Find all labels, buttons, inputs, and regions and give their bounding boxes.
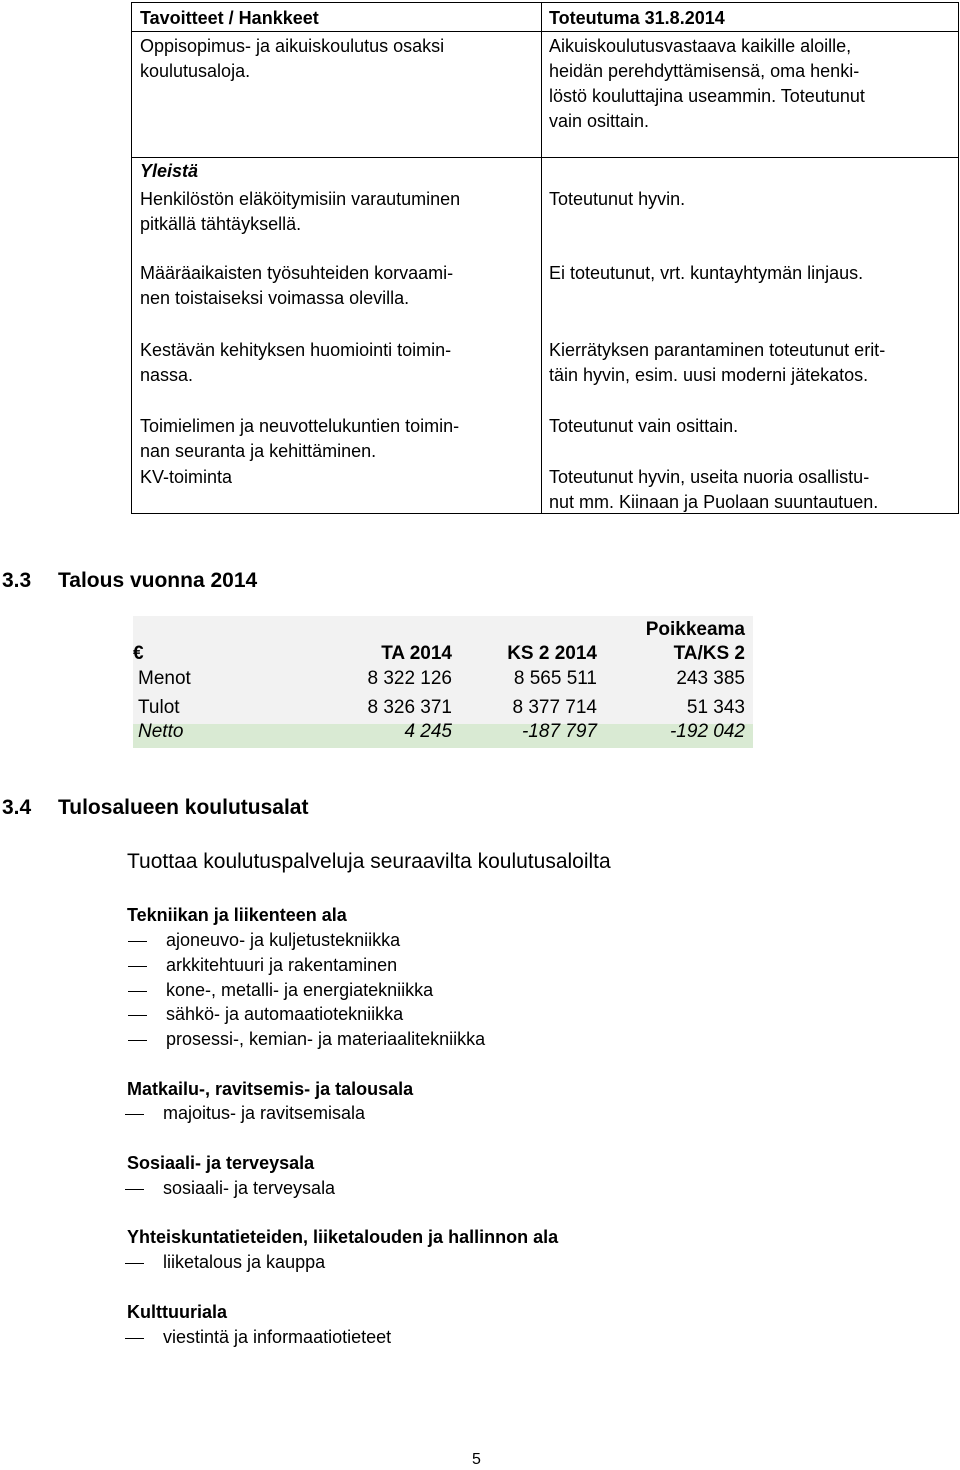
goal-line: nen toistaiseksi voimassa olevilla. <box>140 288 410 308</box>
cell-ta: 8 326 371 <box>367 697 452 718</box>
dash-bullet <box>125 1338 144 1339</box>
goal-line: KV-toiminta <box>140 467 233 487</box>
realization-line: Toteutunut vain osittain. <box>549 416 739 436</box>
goal-line: Toimielimen ja neuvottelukuntien toimin- <box>140 416 460 436</box>
realization-line: Toteutunut hyvin. <box>549 189 686 209</box>
realization-line: nut mm. Kiinaan ja Puolaan suuntautuen. <box>549 492 879 512</box>
goal-cell <box>140 414 536 464</box>
cell-deviation: 51 343 <box>686 697 745 718</box>
list-item: prosessi-, kemian- ja materiaalitekniikka <box>166 1029 486 1049</box>
goal-line: nassa. <box>140 365 194 385</box>
goal-line: pitkällä tähtäyksellä. <box>140 214 302 234</box>
goal-line: Henkilöstön eläköitymisiin varautuminen <box>140 189 461 209</box>
realization-line: Aikuiskoulutusvastaava kaikille aloille, <box>549 36 852 56</box>
list-item: kone-, metalli- ja energiatekniikka <box>166 980 434 1000</box>
cell-ta: 4 245 <box>404 721 452 742</box>
column-divider <box>541 3 542 513</box>
cell-ta: 8 322 126 <box>367 668 452 689</box>
list-item: arkkitehtuuri ja rakentaminen <box>166 955 398 975</box>
list-item: sähkö- ja automaatiotekniikka <box>166 1004 404 1024</box>
goal-line: koulutusaloja. <box>140 61 251 81</box>
section-heading <box>2 568 257 594</box>
dash-bullet <box>125 1114 144 1115</box>
goal-cell <box>140 338 536 388</box>
group-title: Tekniikan ja liikenteen ala <box>127 905 347 925</box>
list-item: viestintä ja informaatiotieteet <box>163 1327 392 1347</box>
cell-deviation: -192 042 <box>669 721 745 742</box>
cell-deviation: 243 385 <box>676 668 745 689</box>
row-label: Menot <box>138 668 191 689</box>
realization-line: vain osittain. <box>549 111 650 131</box>
realization-line: heidän perehdyttämisensä, oma henki- <box>549 61 860 81</box>
cell-ks: -187 797 <box>521 721 597 742</box>
dash-bullet <box>128 1015 147 1016</box>
goal-line: Kestävän kehityksen huomiointi toimin- <box>140 340 452 360</box>
goal-cell <box>140 34 536 84</box>
group-title: Matkailu-, ravitsemis- ja talousala <box>127 1079 414 1099</box>
finance-table <box>133 616 753 746</box>
realization-cell <box>549 465 954 515</box>
cell-ks: 8 377 714 <box>512 697 597 718</box>
list-item: liiketalous ja kauppa <box>163 1252 326 1272</box>
row-label: Tulot <box>138 697 180 718</box>
header-realization: Toteutuma 31.8.2014 <box>549 8 725 28</box>
cell-ks: 8 565 511 <box>513 668 597 689</box>
realization-cell <box>549 338 954 388</box>
dash-bullet <box>128 991 147 992</box>
section-title: Tulosalueen koulutusalat <box>58 796 309 819</box>
dash-bullet <box>125 1263 144 1264</box>
dash-bullet <box>125 1189 144 1190</box>
goals-table <box>131 2 959 514</box>
realization-cell <box>549 414 954 439</box>
list-item: ajoneuvo- ja kuljetustekniikka <box>166 930 401 950</box>
realization-cell <box>549 187 954 212</box>
realization-cell <box>549 261 954 286</box>
goal-cell <box>140 465 536 490</box>
realization-line: Toteutunut hyvin, useita nuoria osallistu- <box>549 467 870 487</box>
goal-cell <box>140 261 536 311</box>
section-label: Yleistä <box>140 161 199 181</box>
realization-line: Ei toteutunut, vrt. kuntayhtymän linjaus. <box>549 263 864 283</box>
col-header-ks: KS 2 2014 <box>507 643 597 664</box>
realization-cell <box>549 34 954 134</box>
row-divider <box>132 157 958 158</box>
col-header-deviation: Poikkeama <box>645 619 745 640</box>
section-title: Talous vuonna 2014 <box>58 569 258 592</box>
section-heading <box>2 795 308 821</box>
group-title: Kulttuuriala <box>127 1302 228 1322</box>
realization-line: löstö kouluttajina useammin. Toteutunut <box>549 86 865 106</box>
goal-line: Määräaikaisten työsuhteiden korvaami- <box>140 263 454 283</box>
dash-bullet <box>128 1040 147 1041</box>
row-label: Netto <box>138 721 184 742</box>
row-divider <box>132 31 958 32</box>
list-item: sosiaali- ja terveysala <box>163 1178 336 1198</box>
section-number: 3.3 <box>2 569 32 592</box>
section-number: 3.4 <box>2 796 32 819</box>
header-goals: Tavoitteet / Hankkeet <box>140 8 319 28</box>
realization-line: täin hyvin, esim. uusi moderni jätekatos. <box>549 365 869 385</box>
page-number: 5 <box>472 1451 481 1468</box>
list-item: majoitus- ja ravitsemisala <box>163 1103 366 1123</box>
group-title: Sosiaali- ja terveysala <box>127 1153 315 1173</box>
realization-line: Kierrätyksen parantaminen toteutunut erit- <box>549 340 886 360</box>
dash-bullet <box>128 941 147 942</box>
goal-line: Oppisopimus- ja aikuiskoulutus osaksi <box>140 36 445 56</box>
currency-symbol: € <box>133 643 144 664</box>
dash-bullet <box>128 966 147 967</box>
intro-text: Tuottaa koulutuspalveluja seuraavilta koulutusaloilta <box>127 850 611 873</box>
goal-cell <box>140 187 536 237</box>
group-title: Yhteiskuntatieteiden, liiketalouden ja hallinnon ala <box>127 1227 559 1247</box>
col-header-ta: TA 2014 <box>381 643 452 664</box>
goal-line: nan seuranta ja kehittäminen. <box>140 441 377 461</box>
col-header-deviation-sub: TA/KS 2 <box>673 643 745 664</box>
